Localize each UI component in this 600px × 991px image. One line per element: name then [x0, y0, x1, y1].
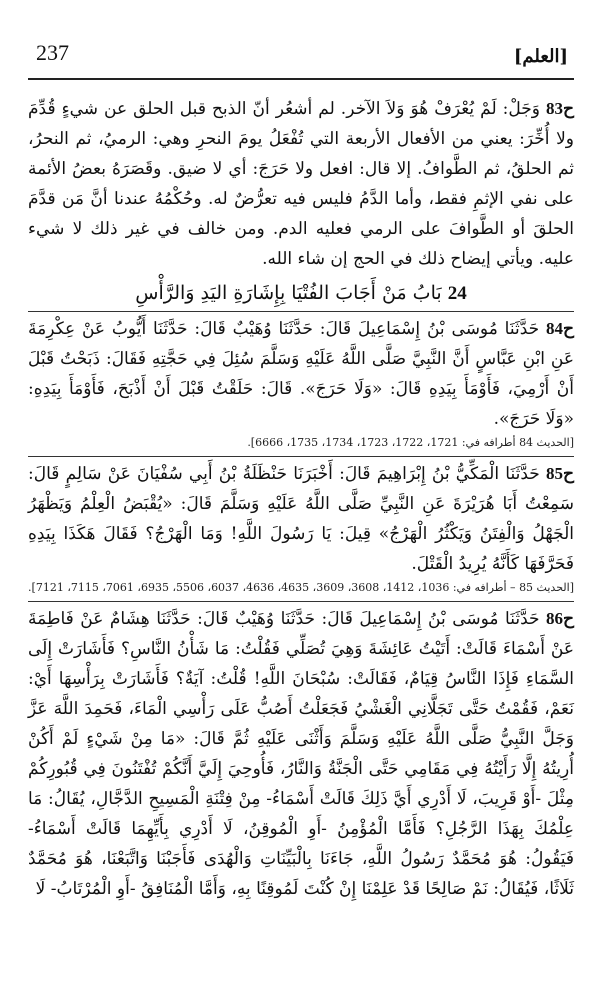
hadith-note: [الحديث 85 – أطرافه في: 1036، 1412، 3608، 3609، 4635، 4636، 6037، 5506، 6935، 7061، 7115، 7121]. — [28, 581, 574, 594]
hadith-text: حَدَّثَنَا مُوسَى بْنُ إِسْمَاعِيلَ قَالَ: حَدَّثَنَا وُهَيْبٌ قَالَ: حَدَّثَنَا أَيُّوبُ عَنْ عِكْرِمَةَ عَنِ ابْنِ عَبَّاسٍ أَنَّ النَّبِيَّ صَلَّى اللَّهُ عَلَيْهِ وَسَلَّمَ سُئِلَ فِي حَجَّتِهِ فَقَالَ: ذَبَحْتُ قَبْلَ أَنْ أَرْمِيَ، فَأَوْمَأَ بِيَدِهِ قَالَ: «وَلَا حَرَجَ». قَالَ: حَلَقْتُ قَبْلَ أَنْ أَذْبَحَ، فَأَوْمَأَ بِيَدِهِ: «وَلَا حَرَجَ». — [28, 319, 574, 429]
hadith-label: ح85 — [546, 464, 575, 483]
page-number: 237 — [36, 40, 69, 65]
hadith-label: ح86 — [546, 609, 574, 628]
commentary-text: وَجَلْ: لَمْ يُعْرَفْ هُوَ وَلاَ الآخر. لم أشعُر أنّ الذبح قبل الحلق عن شيءٍ قُدِّمَ ولا أُخِّرَ: يعني من الأفعال الأربعة التي تُفْعَلُ يومَ النحرِ وهي: الرميُ، ثم النحرُ، ثم الحلقُ، ثم الطَّوافُ. إلا قال: افعل ولا حَرَجَ: أي لا ضيق. وقَصَرَهُ بعضُ الأئمة على نفي الإثمِ فقط، وأما الدَّمُ فليس فيه تعرُّضٌ له. وحُكْمُهُ عندنا أنَّ مَن قدَّمَ الحلقَ أو الطَّوافَ على الرمي فعليه الدم. ومن خالف في غير ذلك لا شيء عليه. ويأتي إيضاح ذلك في الحج إن شاء الله. — [28, 99, 574, 269]
chapter-heading — [28, 282, 574, 305]
hadith-85 — [28, 456, 574, 579]
hadith-label: ح84 — [546, 319, 574, 338]
page-content — [28, 94, 574, 904]
chapter-number: 24 — [447, 283, 467, 304]
hadith-note: [الحديث 84 أطرافه في: 1721، 1722، 1723، 1734، 1735، 6666]. — [247, 436, 574, 449]
hadith-86 — [28, 601, 574, 904]
hadith-text: حَدَّثَنَا الْمَكِّيُّ بْنُ إِبْرَاهِيمَ قَالَ: أَخْبَرَنَا حَنْظَلَةُ بْنُ أَبِي سُفْيَانَ عَنْ سَالِمٍ قَالَ: سَمِعْتُ أَبَا هُرَيْرَةَ عَنِ النَّبِيِّ صَلَّى اللَّهُ عَلَيْهِ وَسَلَّمَ قَالَ: «يُقْبَضُ الْعِلْمُ وَيَظْهَرُ الْجَهْلُ وَالْفِتَنُ وَيَكْثُرُ الْهَرْجُ» قِيلَ: يَا رَسُولَ اللَّهِ! وَمَا الْهَرْجُ؟ فَقَالَ هَكَذَا بِيَدِهِ فَحَرَّفَهَا كَأَنَّهُ يُرِيدُ الْقَتْلَ. — [28, 464, 574, 574]
hadith-84 — [28, 311, 574, 434]
chapter-title: بَابُ مَنْ أَجَابَ الفُتْيَا بِإِشَارَةِ اليَدِ وَالرَّأْسِ — [135, 282, 442, 304]
document-page — [0, 38, 600, 991]
commentary-paragraph — [28, 94, 574, 274]
running-title: [العلم] — [513, 46, 568, 67]
hadith-text: حَدَّثَنَا مُوسَى بْنُ إِسْمَاعِيلَ قَالَ: حَدَّثَنَا وُهَيْبٌ قَالَ: حَدَّثَنَا هِشَامٌ عَنْ فَاطِمَةَ عَنْ أَسْمَاءَ قَالَتْ: أَتَيْتُ عَائِشَةَ وَهِيَ تُصَلِّي فَقُلْتُ: مَا شَأْنُ النَّاسِ؟ فَأَشَارَتْ إِلَى السَّمَاءِ فَإِذَا النَّاسُ قِيَامٌ، فَقَالَتْ: سُبْحَانَ اللَّهِ! قُلْتُ: آيَةٌ؟ فَأَشَارَتْ بِرَأْسِهَا أَيْ: نَعَمْ، فَقُمْتُ حَتَّى تَجَلَّانِي الْغَشْيُ فَجَعَلْتُ أَصُبُّ عَلَى رَأْسِي الْمَاءَ، فَحَمِدَ اللَّهَ عَزَّ وَجَلَّ النَّبِيُّ صَلَّى اللَّهُ عَلَيْهِ وَسَلَّمَ وَأَثْنَى عَلَيْهِ ثُمَّ قَالَ: «مَا مِنْ شَيْءٍ لَمْ أَكُنْ أُرِيتُهُ إِلَّا رَأَيْتُهُ فِي مَقَامِي حَتَّى الْجَنَّةُ وَالنَّارُ، فَأُوحِيَ إِلَيَّ أَنَّكُمْ تُفْتَنُونَ فِي قُبُورِكُمْ مِثْلَ -أَوْ قَرِيبَ، لَا أَدْرِي أَيَّ ذَلِكَ قَالَتْ أَسْمَاءُ- مِنْ فِتْنَةِ الْمَسِيحِ الدَّجَّالِ، يُقَالُ: مَا عِلْمُكَ بِهَذَا الرَّجُلِ؟ فَأَمَّا الْمُؤْمِنُ -أَوِ الْمُوقِنُ، لَا أَدْرِي بِأَيِّهِمَا قَالَتْ أَسْمَاءُ- فَيَقُولُ: هُوَ مُحَمَّدٌ رَسُولُ اللَّهِ، جَاءَنَا بِالْبَيِّنَاتِ وَالْهُدَى فَأَجَبْنَا وَاتَّبَعْنَا، هُوَ مُحَمَّدٌ ثَلَاثًا، فَيُقَالُ: نَمْ صَالِحًا قَدْ عَلِمْنَا إِنْ كُنْتَ لَمُوقِنًا بِهِ، وَأَمَّا الْمُنَافِقُ -أَوِ الْمُرْتَابُ- لَا — [28, 609, 574, 899]
page-header — [28, 38, 574, 80]
commentary-hadith-label: ح83 — [546, 99, 574, 118]
